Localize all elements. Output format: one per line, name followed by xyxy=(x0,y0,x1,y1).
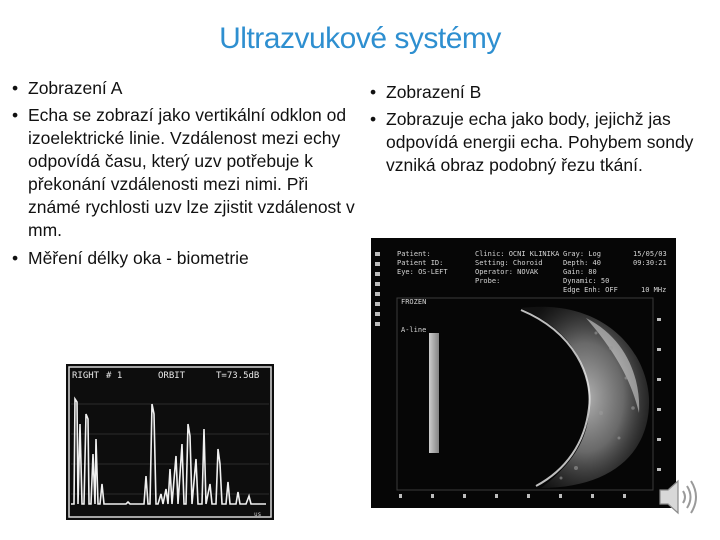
svg-text:us: us xyxy=(254,511,262,518)
speaker-icon[interactable] xyxy=(652,472,702,522)
b-scan-aline: A-line xyxy=(401,326,427,334)
b-scan-gray: Gray: Log xyxy=(563,250,601,258)
b-scan-depth: Depth: 40 xyxy=(563,259,601,267)
b-scan-patient: Patient: xyxy=(397,250,431,258)
b-scan-dynamic: Dynamic: 50 xyxy=(563,277,610,285)
heading-zobrazeni-a: • Zobrazení A xyxy=(10,77,360,100)
item-biometrie: • Měření délky oka - biometrie xyxy=(10,247,360,270)
paragraph-b: • Zobrazuje echa jako body, jejichž jas odpovídá energii echa. Pohybem sondy vzniká obraz podobný řezu tkání. xyxy=(368,108,698,177)
b-scan-date: 15/05/03 xyxy=(633,250,667,258)
b-scan-probe: Probe: xyxy=(475,277,501,285)
b-scan-setting: Setting: Choroid xyxy=(475,259,543,267)
a-scan-label-gain: T=73.5dB xyxy=(216,371,260,381)
a-scan-image xyxy=(66,364,274,520)
b-scan-patient-id: Patient ID: xyxy=(397,259,444,267)
b-scan-gain: Gain: 80 xyxy=(563,268,597,276)
b-scan-time: 09:30:21 xyxy=(633,259,667,267)
b-scan-frozen: FROZEN xyxy=(401,298,427,306)
a-scan-label-num: # 1 xyxy=(106,371,123,381)
slide-title: Ultrazvukové systémy xyxy=(219,22,501,55)
b-scan-eye: Eye: OS-LEFT xyxy=(397,268,448,276)
b-scan-frequency: 10 MHz xyxy=(641,286,667,294)
a-scan-label-right: RIGHT xyxy=(72,371,100,381)
b-scan-operator: Operator: NOVAK xyxy=(475,268,539,276)
heading-zobrazeni-b: • Zobrazení B xyxy=(368,81,698,104)
column-a xyxy=(10,77,360,270)
column-b xyxy=(368,81,698,177)
b-scan-edge: Edge Enh: OFF xyxy=(563,286,618,294)
a-scan-label-orbit: ORBIT xyxy=(158,371,186,381)
b-scan-image xyxy=(371,238,676,508)
b-scan-clinic: Clinic: OCNI KLINIKA xyxy=(475,250,560,258)
paragraph-a: • Echa se zobrazí jako vertikální odklon od izoelektrické linie. Vzdálenost mezi echy odpovídá času, který uzv potřebuje k překonání vzdálenosti mezi nimi. Při známé rychlosti uzv lze zjistit vzdálenost v mm. xyxy=(10,104,360,242)
